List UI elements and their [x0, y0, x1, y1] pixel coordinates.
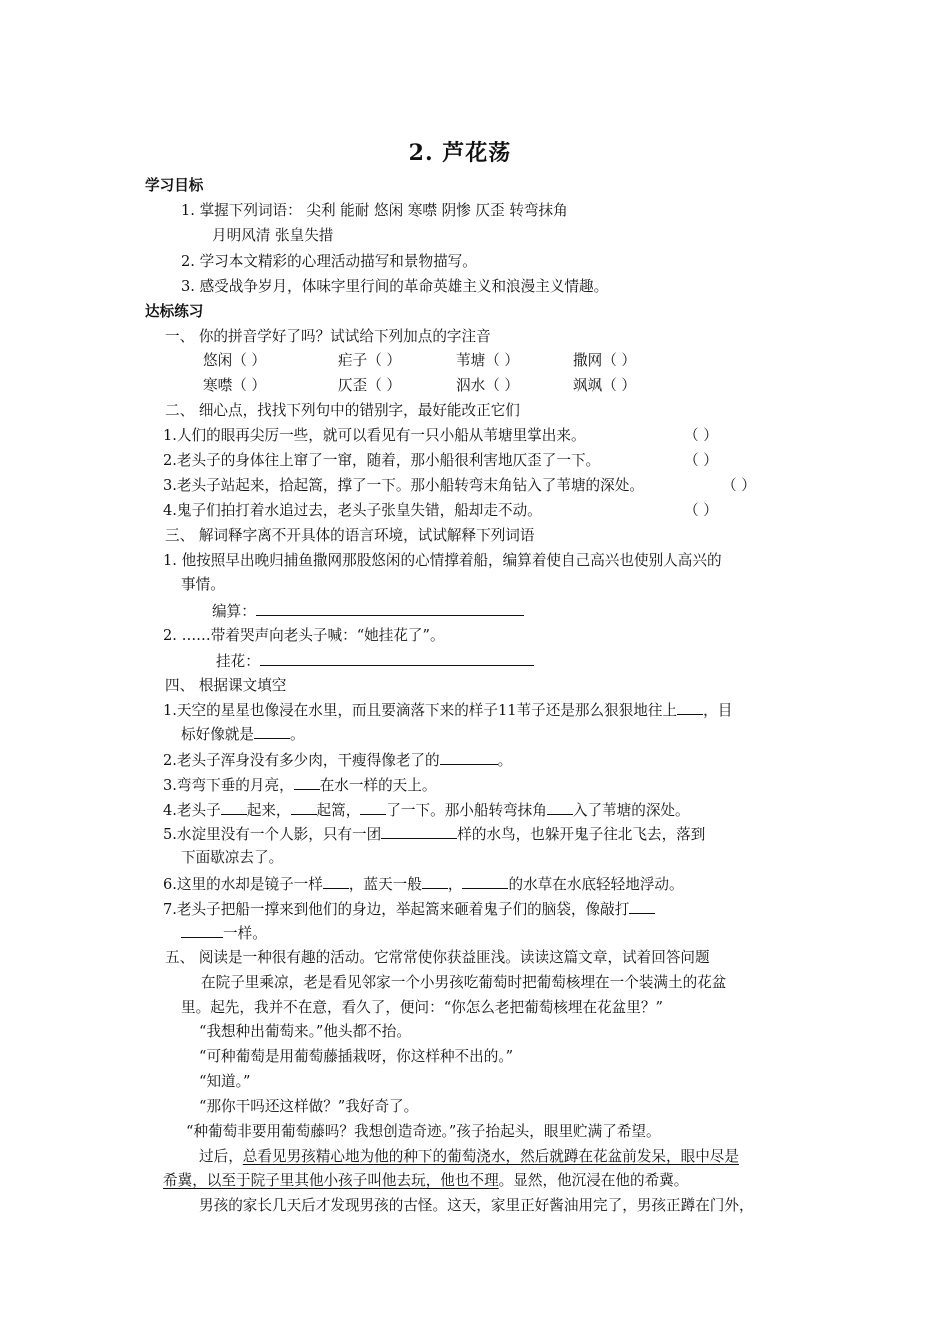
fill-item: 7.老头子把船一撑来到他们的身边，举起篙来砸着鬼子们的脑袋，像敲打 [163, 899, 655, 920]
pinyin-item: 疟子（ ） [338, 352, 402, 369]
fill-item-cont: 下面歇凉去了。 [181, 849, 284, 866]
fill-blank[interactable] [323, 874, 349, 889]
word-question-1: 1. 他按照早出晚归捕鱼撒网那股悠闲的心情撑着船，编算着使自己高兴也使别人高兴的 [163, 552, 722, 569]
fill-item-cont: 一样。 [181, 923, 267, 944]
goal-item-2: 2. 学习本文精彩的心理活动描写和景物描写。 [181, 253, 477, 270]
fill-item: 6.这里的水却是镜子一样 ，蓝天一般 ， 的水草在水底轻轻地浮动。 [163, 876, 684, 893]
page-title: 2. 芦花荡 [408, 140, 512, 166]
answer-paren: （ ） [684, 502, 718, 519]
fill-blank[interactable] [360, 800, 386, 815]
underlined-sentence: 希冀，以至于院子里其他小孩子叫他去玩，他也不理 [163, 1172, 499, 1189]
fill-blank[interactable] [547, 800, 573, 815]
answer-blank[interactable] [260, 651, 534, 666]
passage-dialogue: “可种葡萄是用葡萄藤插栽呀，你这样种不出的。” [199, 1048, 514, 1065]
word-question-2: 2. ……带着哭声向老头子喊：“她挂花了”。 [163, 627, 445, 644]
pinyin-item: 撒网（ ） [573, 352, 637, 369]
fill-item-cont: 标好像就是 。 [181, 726, 305, 743]
answer-paren: （ ） [722, 477, 756, 494]
fill-blank[interactable] [221, 800, 247, 815]
passage-dialogue: “那你干吗还这样做？”我好奇了。 [199, 1098, 419, 1115]
pinyin-item: 飒飒（ ） [573, 377, 637, 394]
goal-item-1: 1. 掌握下列词语： 尖利 能耐 悠闲 寒噤 阴惨 仄歪 转弯抹角 [181, 202, 568, 219]
error-sentence: 2.老头子的身体往上窜了一窜，随着，那小船很利害地仄歪了一下。 [163, 452, 601, 469]
passage-dialogue: “知道。” [199, 1073, 251, 1090]
fill-item: 4.老头子 起来， 起篙， 了一下。那小船转弯抹角 入了苇塘的深处。 [163, 802, 690, 819]
pinyin-item: 泅水（ ） [456, 377, 520, 394]
fill-blank[interactable] [291, 800, 317, 815]
underlined-sentence: 总看见男孩精心地为他的种下的葡萄浇水，然后就蹲在花盆前发呆，眼中尽是 [242, 1148, 739, 1165]
fill-item: 5.水淀里没有一个人影，只有一团 样的水鸟，也躲开鬼子往北飞去，落到 [163, 826, 706, 843]
fill-blank[interactable] [294, 775, 320, 790]
fill-blank[interactable] [462, 874, 508, 889]
answer-paren: （ ） [684, 427, 718, 444]
section-5-title: 五、 阅读是一种很有趣的活动。它常常使你获益匪浅。读读这篇文章，试着回答问题 [165, 949, 710, 966]
error-sentence: 3.老头子站起来，拾起篙，撑了一下。那小船转弯末角钻入了苇塘的深处。 [163, 477, 644, 494]
pinyin-item: 寒噤（ ） [203, 377, 267, 394]
fill-item: 2.老头子浑身没有多少肉，干瘦得像老了的 。 [163, 752, 513, 769]
passage-paragraph: 在院子里乘凉，老是看见邻家一个小男孩吃葡萄时把葡萄核埋在一个装满土的花盆 [201, 974, 727, 991]
pinyin-item: 苇塘（ ） [456, 352, 520, 369]
passage-paragraph: 男孩的家长几天后才发现男孩的古怪。这天，家里正好酱油用完了，男孩正蹲在门外， [199, 1197, 754, 1214]
passage-paragraph-cont: 希冀，以至于院子里其他小孩子叫他去玩，他也不理。显然，他沉浸在他的希冀。 [163, 1172, 689, 1189]
answer-label: 挂花： [216, 651, 534, 672]
goal-item-3: 3. 感受战争岁月，体味字里行间的革命英雄主义和浪漫主义情趣。 [181, 278, 609, 295]
pinyin-item: 悠闲（ ） [203, 352, 267, 369]
fill-blank[interactable] [381, 824, 457, 839]
section-1-title: 一、 你的拼音学好了吗？试试给下列加点的字注音 [165, 328, 491, 345]
passage-dialogue: “种葡萄非要用葡萄藤吗？我想创造奇迹。”孩子抬起头，眼里贮满了希望。 [186, 1123, 661, 1140]
fill-blank[interactable] [254, 724, 290, 739]
fill-item: 1.天空的星星也像浸在水里，而且要滴落下来的样子11苇子还是那么狠狠地往上 ，目 [163, 702, 733, 719]
pinyin-item: 仄歪（ ） [338, 377, 402, 394]
fill-blank[interactable] [440, 750, 498, 765]
passage-paragraph: 过后，总看见男孩精心地为他的种下的葡萄浇水，然后就蹲在花盆前发呆，眼中尽是 [199, 1148, 739, 1165]
answer-blank[interactable] [256, 601, 524, 616]
section-4-title: 四、 根据课文填空 [165, 677, 287, 694]
fill-blank[interactable] [422, 874, 448, 889]
passage-dialogue: “我想种出葡萄来。”他头都不抬。 [199, 1023, 411, 1040]
goal-item-1-cont: 月明风清 张皇失措 [212, 227, 334, 244]
section-3-title: 三、 解词释字离不开具体的语言环境，试试解释下列词语 [165, 527, 535, 544]
passage-paragraph-cont: 里。起先，我并不在意，看久了，便问：“你怎么老把葡萄核埋在花盆里？” [181, 999, 663, 1016]
fill-blank[interactable] [677, 700, 703, 715]
error-sentence: 1.人们的眼再尖厉一些，就可以看见有一只小船从苇塘里掌出来。 [163, 427, 586, 444]
fill-item: 3.弯弯下垂的月亮， 在水一样的天上。 [163, 777, 437, 794]
practice-heading: 达标练习 [145, 303, 204, 320]
fill-blank[interactable] [629, 899, 655, 914]
section-2-title: 二、 细心点，找找下列句中的错别字，最好能改正它们 [165, 402, 520, 419]
fill-blank[interactable] [181, 923, 223, 938]
goals-heading: 学习目标 [145, 177, 204, 194]
word-question-1-cont: 事情。 [181, 576, 225, 593]
answer-label: 编算： [212, 601, 524, 622]
error-sentence: 4.鬼子们拍打着水追过去，老头子张皇失错，船却走不动。 [163, 502, 542, 519]
answer-paren: （ ） [684, 452, 718, 469]
